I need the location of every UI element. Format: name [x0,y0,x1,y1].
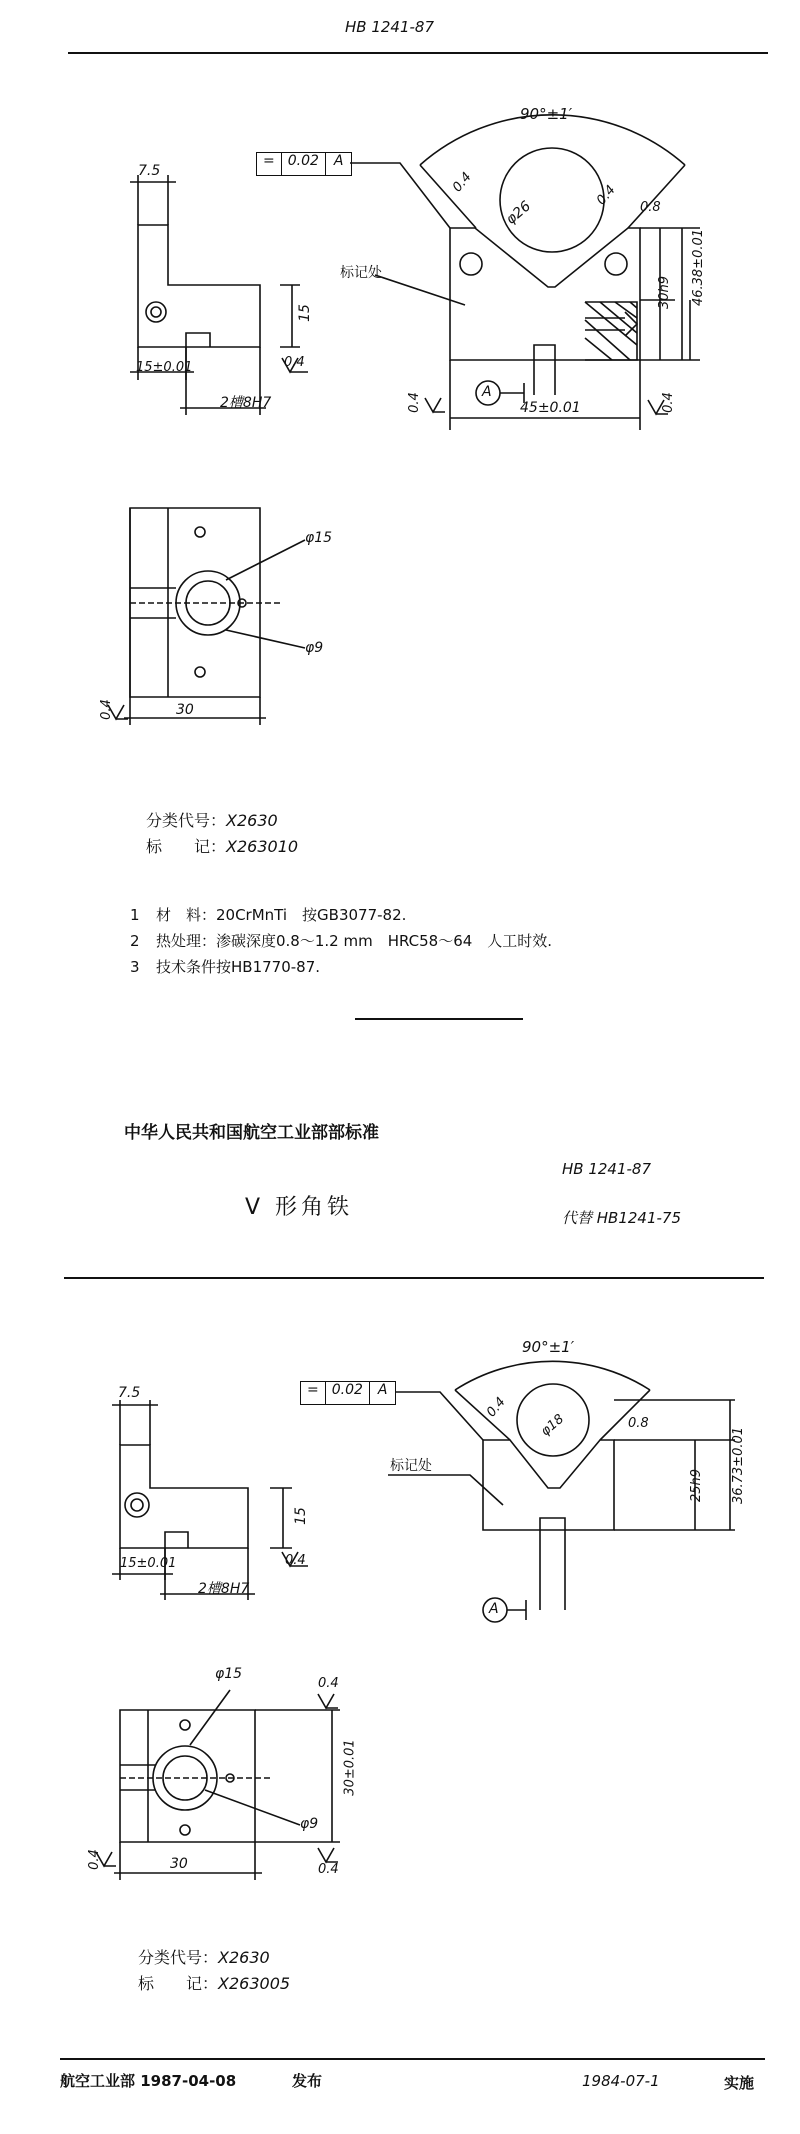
class-code-bottom [138,1945,270,1968]
dim-slot-bottom: 2槽8H7 [198,1581,250,1597]
footer-rule [60,2058,765,2060]
standard-replaces: 代替 HB1241-75 [562,1209,682,1227]
tolerance-value: 0.02 [326,1382,370,1404]
plan-dia-15-bottom: φ15 [215,1666,243,1682]
tolerance-frame-bottom [300,1381,396,1405]
dim-height-25: 25h9 [689,1468,705,1503]
dim-slot: 2槽8H7 [220,395,272,411]
note-text: 技术条件按HB1770-87. [156,958,321,976]
dim-rough-side-bottom: 0.4 [285,1553,306,1568]
tolerance-value: 0.02 [282,153,326,175]
dim-width-75-bottom: 7.5 [118,1385,141,1401]
class-code-label: 分类代号： [138,1948,219,1967]
dim-dist-15: 15±0.01 [136,360,193,375]
mark-value: X263010 [226,837,299,856]
plan-rough: 0.4 [98,699,114,720]
plan-dia-9: φ9 [305,640,324,656]
datum-a-label-bottom: A [489,1601,499,1617]
dim-chamfer-08-bottom: 0.8 [628,1416,649,1431]
dim-width-75: 7.5 [138,163,161,179]
tolerance-symbol: = [301,1382,326,1404]
plan-dia-9-bottom: φ9 [300,1816,319,1832]
angle-label: 90°±1′ [520,105,573,123]
dim-height-15: 15 [296,304,313,322]
tolerance-datum: A [377,1382,388,1398]
standard-code: HB 1241-87 [562,1160,652,1178]
dim-chamfer-04-bottom: 0.4 [483,1394,509,1421]
mark-location-label: 标记处 [340,265,382,281]
dim-chamfer-04: 0.4 [449,169,475,196]
class-code-value: X2630 [218,1948,270,1967]
dim-height-4638: 46.38±0.01 [691,228,707,307]
note-text: 材 料：20CrMnTi 按GB3077-82. [156,906,407,924]
tolerance-symbol: = [257,153,282,175]
note-text: 热处理：渗碳深度0.8～1.2 mm HRC58～64 人工时效. [156,932,553,950]
plan-rough-left: 0.4 [86,1849,102,1870]
header-code: HB 1241-87 [345,18,435,36]
note-num: 1 [130,906,140,924]
note-num: 3 [130,958,140,976]
angle-label-bottom: 90°±1′ [522,1338,575,1356]
rough-front-right: 0.4 [660,392,676,413]
mark-label: 标 记： [146,837,227,856]
footer-issue-label: 发布 [292,2072,323,2090]
mark-bottom [138,1971,290,1994]
dim-width-45: 45±0.01 [520,400,581,416]
standard-title: V 形角铁 [245,1195,354,1220]
dim-height-30: 30h9 [657,275,673,310]
dim-chamfer-04b: 0.4 [593,182,619,209]
datum-a-label: A [482,384,492,400]
dim-dia-18: φ18 [538,1411,568,1440]
dim-height-15-bottom: 15 [292,1507,309,1525]
dim-chamfer-08: 0.8 [640,200,661,215]
rough-front-left: 0.4 [406,392,422,413]
plan-height-30-bottom: 30±0.01 [342,1739,358,1796]
mark-location-label-bottom: 标记处 [390,1458,432,1474]
mark-label: 标 记： [138,1974,219,1993]
plan-width-30: 30 [176,702,194,718]
dim-rough-side: 0.4 [284,355,305,370]
class-code-label: 分类代号： [146,811,227,830]
dim-dia-26: φ26 [503,198,535,228]
footer-effective-date: 1984-07-1 [582,2072,660,2090]
mark-value: X263005 [218,1974,291,1993]
plan-width-30-bottom: 30 [170,1856,188,1872]
tolerance-datum: A [333,153,344,169]
standard-org: 中华人民共和国航空工业部部标准 [124,1123,379,1143]
dim-height-3673: 36.73±0.01 [731,1426,747,1505]
class-code-value: X2630 [226,811,278,830]
dim-dist-15-bottom: 15±0.01 [120,1556,177,1571]
plan-dia-15: φ15 [305,530,333,546]
plan-rough-right: 0.4 [318,1862,339,1877]
note-num: 2 [130,932,140,950]
footer-issuer: 航空工业部 1987-04-08 [60,2072,237,2090]
footer-effective-label: 实施 [724,2074,755,2092]
plan-rough-top: 0.4 [318,1676,339,1691]
